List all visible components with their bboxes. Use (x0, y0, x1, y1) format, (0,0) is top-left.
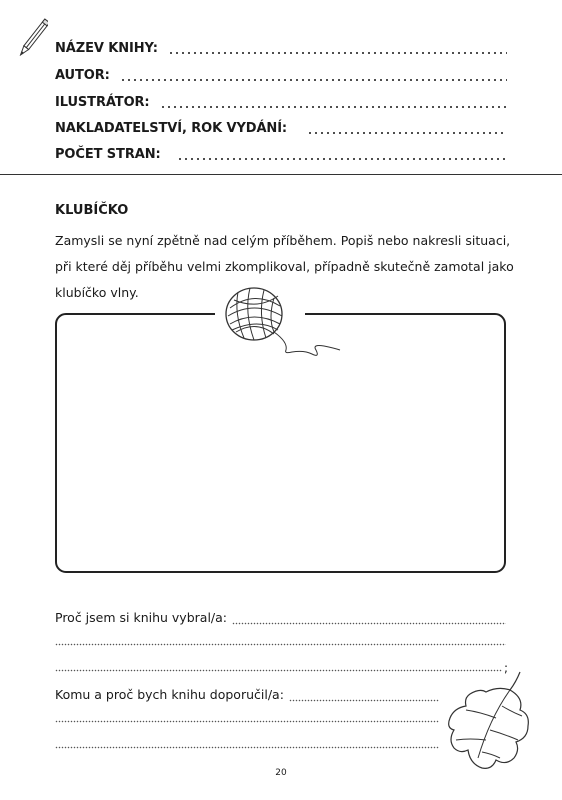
why-chosen-label: Proč jsem si knihu vybral/a: (55, 610, 227, 625)
pages-label: POČET STRAN: (55, 147, 161, 162)
page-number: 20 (275, 768, 287, 778)
publisher-label: NAKLADATELSTVÍ, ROK VYDÁNÍ: (55, 121, 288, 136)
section-title: KLUBÍČKO (55, 203, 129, 218)
pages-row (55, 142, 507, 162)
author-row (55, 63, 507, 83)
instruction-line: klubíčko vlny. (55, 285, 139, 300)
illustrator-field[interactable] (160, 96, 507, 110)
illustrator-label: ILUSTRÁTOR: (55, 95, 150, 110)
recommend-label: Komu a proč bych knihu doporučil/a: (55, 687, 284, 702)
answer-line[interactable] (55, 660, 502, 672)
pages-field[interactable] (177, 148, 507, 162)
publisher-field[interactable] (307, 122, 507, 136)
line-end-semicolon: ; (504, 661, 509, 675)
book-title-label: NÁZEV KNIHY: (55, 41, 158, 56)
instruction-line: při které děj příběhu velmi zkomplikoval, případně skutečně zamotal jako (55, 259, 514, 274)
author-label: AUTOR: (55, 68, 110, 83)
illustrator-row (55, 90, 507, 110)
yarn-ball-icon (208, 280, 348, 365)
author-field[interactable] (120, 69, 507, 83)
answer-line[interactable] (55, 737, 439, 749)
divider (0, 174, 562, 175)
answer-line[interactable] (55, 634, 506, 646)
why-chosen-row (55, 607, 506, 625)
pencil-icon (18, 14, 48, 64)
why-chosen-field[interactable] (232, 613, 506, 625)
recommend-field[interactable] (289, 690, 439, 702)
leaf-icon (440, 668, 535, 778)
book-title-row (55, 36, 507, 56)
book-title-field[interactable] (168, 42, 507, 56)
recommend-row (55, 684, 439, 702)
answer-line[interactable] (55, 711, 439, 723)
publisher-row (55, 116, 507, 136)
instruction-line: Zamysli se nyní zpětně nad celým příběhem. Popiš nebo nakresli situaci, (55, 233, 511, 248)
